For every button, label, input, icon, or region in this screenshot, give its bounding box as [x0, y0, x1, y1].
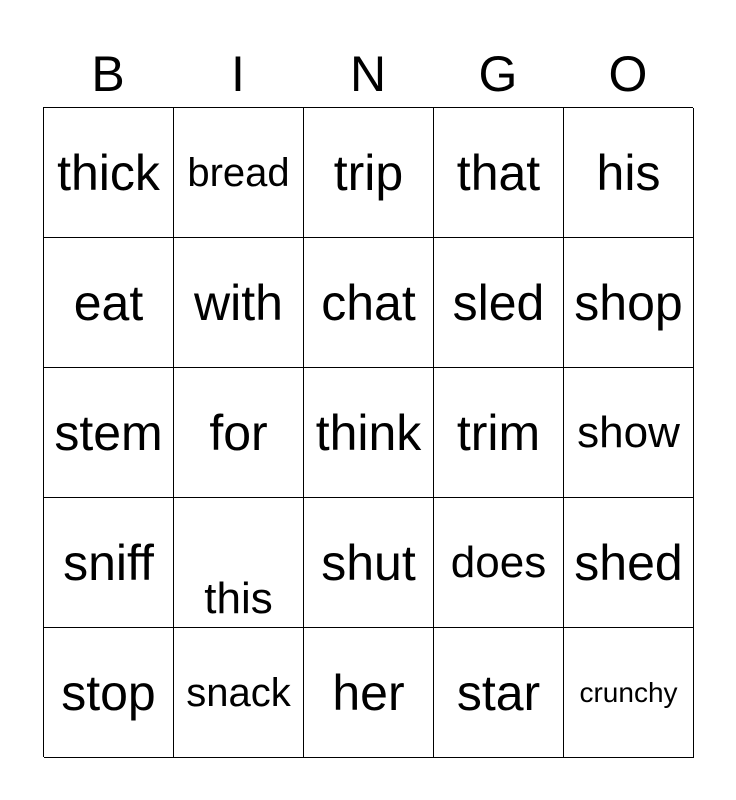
header-letter-g: G: [478, 46, 518, 102]
bingo-cell: stem: [44, 368, 174, 498]
bingo-cell-center: this: [174, 498, 304, 628]
bingo-header: [43, 44, 693, 104]
bingo-cell: sled: [434, 238, 564, 368]
bingo-cell: snack: [174, 628, 304, 758]
header-letter-i: I: [231, 46, 245, 102]
bingo-cell: shut: [304, 498, 434, 628]
bingo-cell: think: [304, 368, 434, 498]
bingo-cell: shed: [564, 498, 694, 628]
bingo-cell: crunchy: [564, 628, 694, 758]
bingo-cell: stop: [44, 628, 174, 758]
bingo-cell: that: [434, 108, 564, 238]
bingo-cell: for: [174, 368, 304, 498]
bingo-cell: star: [434, 628, 564, 758]
bingo-cell: sniff: [44, 498, 174, 628]
bingo-cell: show: [564, 368, 694, 498]
bingo-cell: his: [564, 108, 694, 238]
bingo-cell: eat: [44, 238, 174, 368]
bingo-cell: shop: [564, 238, 694, 368]
bingo-cell: trip: [304, 108, 434, 238]
bingo-cell: bread: [174, 108, 304, 238]
bingo-cell: with: [174, 238, 304, 368]
bingo-cell: thick: [44, 108, 174, 238]
bingo-cell: trim: [434, 368, 564, 498]
bingo-cell: chat: [304, 238, 434, 368]
bingo-card: [43, 107, 693, 757]
header-letter-n: N: [349, 46, 387, 102]
header-letter-o: O: [608, 46, 648, 102]
bingo-cell: her: [304, 628, 434, 758]
header-letter-b: B: [91, 46, 125, 102]
bingo-cell: does: [434, 498, 564, 628]
